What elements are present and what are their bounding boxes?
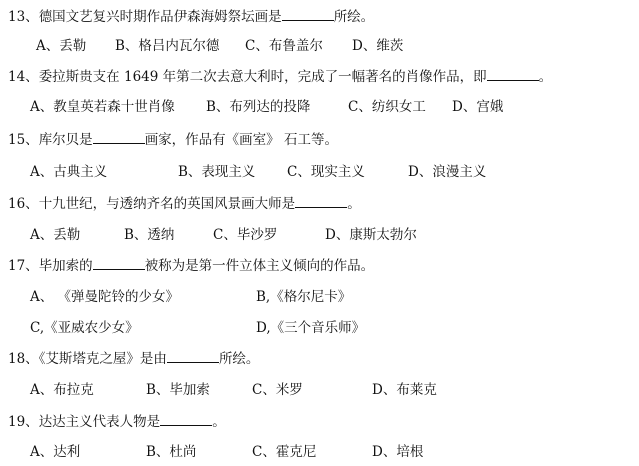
option-b: B、杜尚 <box>146 444 197 460</box>
option-a: A、 《弹曼陀铃的少女》 <box>30 289 180 305</box>
option-c: C、米罗 <box>252 382 303 398</box>
option-a: A、达利 <box>30 444 81 460</box>
question-number: 19、 <box>8 414 39 430</box>
option-c: C、纺织女工 <box>348 99 426 115</box>
option-a: A、布拉克 <box>30 382 94 398</box>
option-c: C,《亚威农少女》 <box>30 320 139 336</box>
answer-blank <box>93 255 145 270</box>
answer-blank <box>487 66 539 81</box>
question-number: 18、 <box>8 351 39 367</box>
question-stem-after: 画家，作品有《画室》 石工等。 <box>144 132 338 148</box>
question-stem-after: 。 <box>538 69 553 85</box>
answer-blank <box>282 6 334 21</box>
option-c: C、毕沙罗 <box>213 227 278 243</box>
question-number: 15、 <box>8 132 39 148</box>
option-c: C、现实主义 <box>287 164 365 180</box>
question-stem-before: 库尔贝是 <box>38 132 93 148</box>
question-number: 16、 <box>8 196 39 212</box>
question-stem-before: 《艾斯塔克之屋》是由 <box>38 351 167 367</box>
question-number: 14、 <box>8 69 39 85</box>
option-d: D、培根 <box>372 444 424 460</box>
option-d: D,《三个音乐师》 <box>256 320 366 336</box>
question-15 <box>8 129 338 150</box>
question-stem-before: 十九世纪，与透纳齐名的英国风景画大师是 <box>38 196 296 212</box>
option-b: B,《格尔尼卡》 <box>256 289 352 305</box>
answer-blank <box>167 348 219 363</box>
option-c: C、布鲁盖尔 <box>245 38 323 54</box>
option-d: D、浪漫主义 <box>408 164 487 180</box>
answer-blank <box>160 411 212 426</box>
question-number: 13、 <box>8 9 39 25</box>
option-a: A、古典主义 <box>30 164 108 180</box>
question-stem-before: 委拉斯贵支在 1649 年第二次去意大利时，完成了一幅著名的肖像作品，即 <box>38 69 487 85</box>
option-d: D、宫娥 <box>452 99 504 115</box>
question-14 <box>8 66 552 87</box>
question-17 <box>8 255 374 276</box>
option-a: A、教皇英若森十世肖像 <box>30 99 175 115</box>
question-stem-before: 毕加索的 <box>38 258 93 274</box>
question-stem-after: 被称为是第一件立体主义倾向的作品。 <box>144 258 375 274</box>
question-19 <box>8 411 226 432</box>
question-number: 17、 <box>8 258 39 274</box>
option-b: B、表现主义 <box>178 164 256 180</box>
option-a: A、丢勒 <box>30 227 81 243</box>
option-d: D、康斯太勃尔 <box>325 227 417 243</box>
answer-blank <box>295 193 347 208</box>
question-stem-after: 所绘。 <box>333 9 375 25</box>
question-stem-before: 达达主义代表人物是 <box>38 414 161 430</box>
question-16 <box>8 193 361 214</box>
option-b: B、布列达的投降 <box>206 99 311 115</box>
question-stem-after: 所绘。 <box>218 351 260 367</box>
option-b: B、透纳 <box>124 227 175 243</box>
question-stem-after: 。 <box>347 196 361 212</box>
question-18 <box>8 348 259 369</box>
question-13 <box>8 6 374 27</box>
question-stem-after: 。 <box>212 414 226 430</box>
option-d: D、维茨 <box>352 38 404 54</box>
option-d: D、布莱克 <box>372 382 437 398</box>
option-b: B、毕加索 <box>146 382 210 398</box>
option-a: A、丢勒 <box>36 38 87 54</box>
answer-blank <box>93 129 145 144</box>
option-c: C、霍克尼 <box>252 444 317 460</box>
question-stem-before: 德国文艺复兴时期作品伊森海姆祭坛画是 <box>38 9 282 25</box>
option-b: B、格吕内瓦尔德 <box>115 38 220 54</box>
